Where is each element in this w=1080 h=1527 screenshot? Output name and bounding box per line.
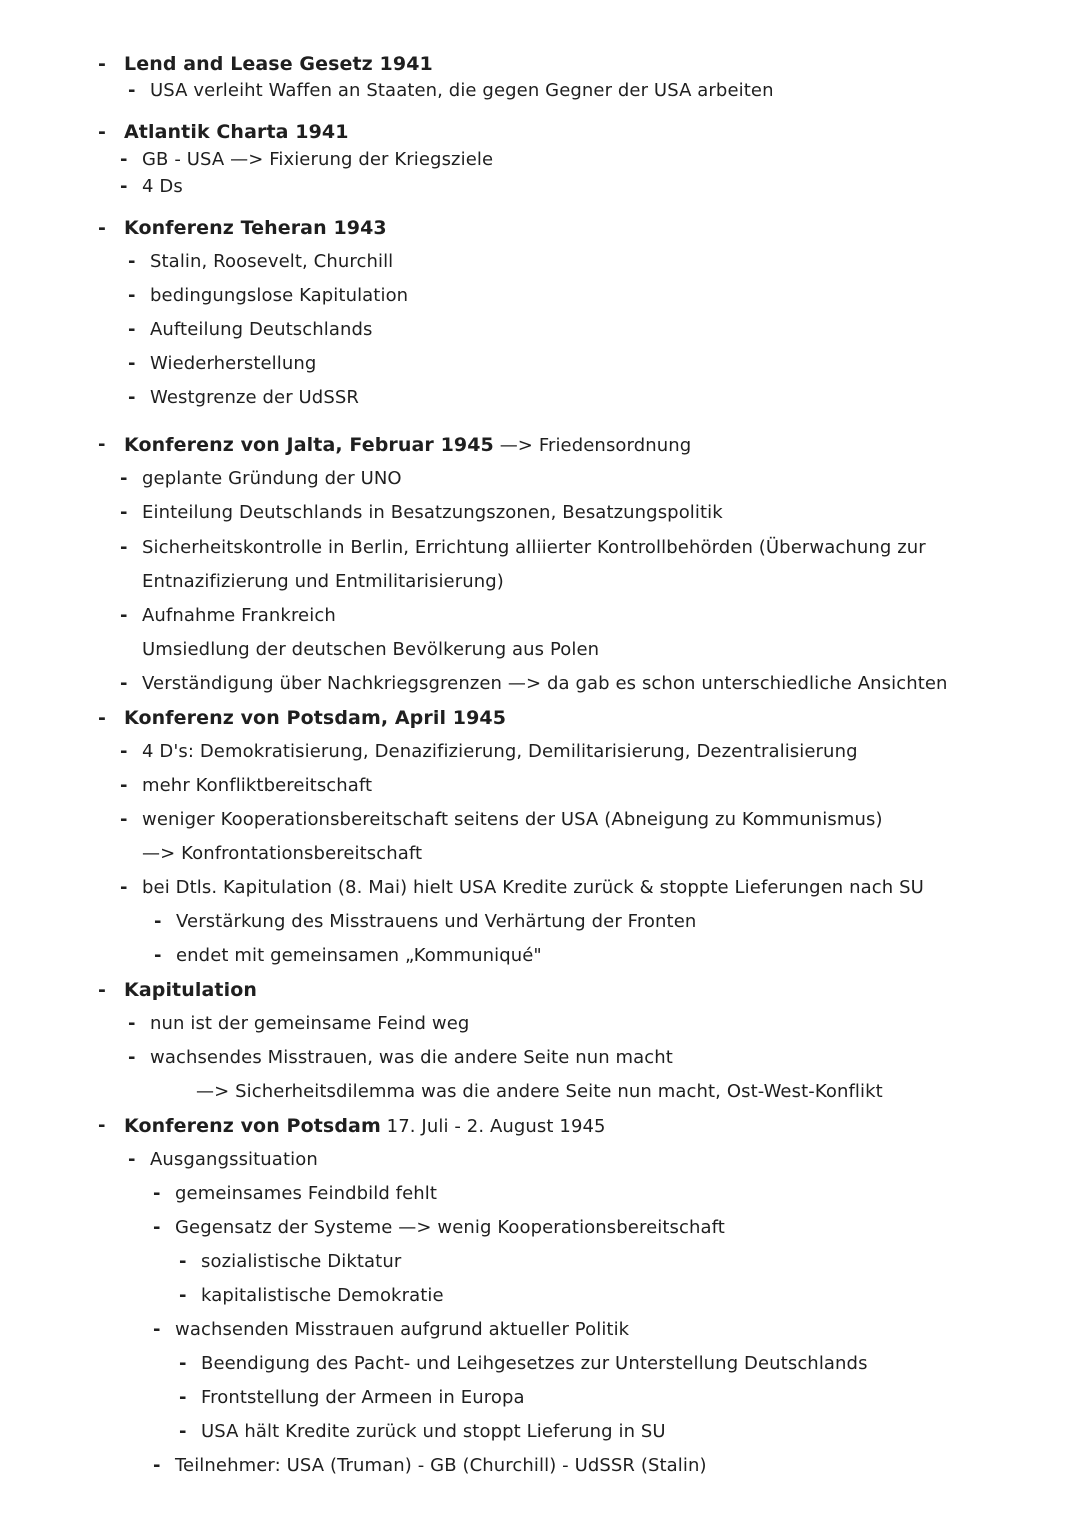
bullet-dash: - bbox=[128, 387, 136, 408]
section-heading: - Konferenz Teheran 1943 bbox=[98, 217, 387, 239]
bullet-dash: - bbox=[179, 1387, 187, 1408]
bullet-dash: - bbox=[120, 176, 128, 197]
bullet-dash: - bbox=[128, 1013, 136, 1034]
sub-sub-list-item: - USA hält Kredite zurück und stoppt Lieferung in SU bbox=[179, 1421, 666, 1442]
bullet-dash: - bbox=[98, 1115, 106, 1136]
bullet-dash: - bbox=[128, 1047, 136, 1068]
bullet-dash: - bbox=[128, 80, 136, 101]
bullet-dash: - bbox=[120, 775, 128, 796]
list-item: - Westgrenze der UdSSR bbox=[128, 387, 359, 408]
sub-list-item: - Verstärkung des Misstrauens und Verhärtung der Fronten bbox=[154, 911, 697, 932]
bullet-dash: - bbox=[153, 1183, 161, 1204]
bullet-dash: - bbox=[120, 537, 128, 558]
list-item: - Einteilung Deutschlands in Besatzungszonen, Besatzungspolitik bbox=[120, 502, 723, 523]
bullet-dash: - bbox=[153, 1455, 161, 1476]
list-item: - wachsendes Misstrauen, was die andere Seite nun macht bbox=[128, 1047, 673, 1068]
bullet-dash: - bbox=[120, 809, 128, 830]
list-item: - Aufnahme Frankreich bbox=[120, 605, 336, 626]
bullet-dash: - bbox=[154, 911, 162, 932]
list-item-continuation: —> Konfrontationsbereitschaft bbox=[142, 843, 423, 864]
bullet-dash: - bbox=[179, 1285, 187, 1306]
bullet-dash: - bbox=[128, 1149, 136, 1170]
list-item: - Ausgangssituation bbox=[128, 1149, 318, 1170]
list-item: - GB - USA —> Fixierung der Kriegsziele bbox=[120, 149, 494, 170]
bullet-dash: - bbox=[154, 945, 162, 966]
bullet-dash: - bbox=[120, 502, 128, 523]
bullet-dash: - bbox=[120, 468, 128, 489]
bullet-dash: - bbox=[120, 673, 128, 694]
bullet-dash: - bbox=[120, 741, 128, 762]
list-item: - 4 Ds bbox=[120, 176, 183, 197]
list-item-continuation: —> Sicherheitsdilemma was die andere Seite nun macht, Ost-West-Konflikt bbox=[196, 1081, 883, 1102]
list-item: - geplante Gründung der UNO bbox=[120, 468, 402, 489]
bullet-dash: - bbox=[179, 1251, 187, 1272]
bullet-dash: - bbox=[128, 251, 136, 272]
list-item: - Sicherheitskontrolle in Berlin, Errichtung alliierter Kontrollbehörden (Überwachung zur bbox=[120, 537, 926, 558]
bullet-dash: - bbox=[120, 149, 128, 170]
bullet-dash: - bbox=[179, 1353, 187, 1374]
list-item: - nun ist der gemeinsame Feind weg bbox=[128, 1013, 470, 1034]
list-item: - Verständigung über Nachkriegsgrenzen —> da gab es schon unterschiedliche Ansichten bbox=[120, 673, 948, 694]
bullet-dash: - bbox=[153, 1319, 161, 1340]
section-heading: - Atlantik Charta 1941 bbox=[98, 121, 349, 143]
bullet-dash: - bbox=[98, 53, 106, 75]
sub-list-item: - Gegensatz der Systeme —> wenig Kooperationsbereitschaft bbox=[153, 1217, 725, 1238]
list-item: - bedingungslose Kapitulation bbox=[128, 285, 409, 306]
bullet-dash: - bbox=[128, 319, 136, 340]
sub-sub-list-item: - sozialistische Diktatur bbox=[179, 1251, 402, 1272]
section-heading: - Konferenz von Potsdam, April 1945 bbox=[98, 707, 507, 729]
list-item-continuation: Entnazifizierung und Entmilitarisierung) bbox=[142, 571, 504, 592]
list-item: - 4 D's: Demokratisierung, Denazifizierung, Demilitarisierung, Dezentralisierung bbox=[120, 741, 858, 762]
section-heading: - Kapitulation bbox=[98, 979, 257, 1001]
list-item: - mehr Konfliktbereitschaft bbox=[120, 775, 373, 796]
section-heading: - Konferenz von Potsdam 17. Juli - 2. August 1945 bbox=[98, 1115, 606, 1137]
section-heading: - Lend and Lease Gesetz 1941 bbox=[98, 53, 433, 75]
sub-list-item: - Teilnehmer: USA (Truman) - GB (Churchill) - UdSSR (Stalin) bbox=[153, 1455, 707, 1476]
bullet-dash: - bbox=[98, 979, 106, 1001]
list-item-continuation: Umsiedlung der deutschen Bevölkerung aus Polen bbox=[142, 639, 600, 660]
sub-sub-list-item: - Beendigung des Pacht- und Leihgesetzes zur Unterstellung Deutschlands bbox=[179, 1353, 868, 1374]
list-item: - Aufteilung Deutschlands bbox=[128, 319, 373, 340]
list-item: - weniger Kooperationsbereitschaft seitens der USA (Abneigung zu Kommunismus) bbox=[120, 809, 883, 830]
list-item: - Stalin, Roosevelt, Churchill bbox=[128, 251, 394, 272]
sub-sub-list-item: - kapitalistische Demokratie bbox=[179, 1285, 444, 1306]
sub-list-item: - endet mit gemeinsamen „Kommuniqué" bbox=[154, 945, 542, 966]
sub-list-item: - wachsenden Misstrauen aufgrund aktueller Politik bbox=[153, 1319, 630, 1340]
list-item: - Wiederherstellung bbox=[128, 353, 317, 374]
section-heading: - Konferenz von Jalta, Februar 1945 —> Friedensordnung bbox=[98, 434, 692, 456]
bullet-dash: - bbox=[120, 605, 128, 626]
bullet-dash: - bbox=[98, 434, 106, 455]
sub-sub-list-item: - Frontstellung der Armeen in Europa bbox=[179, 1387, 525, 1408]
bullet-dash: - bbox=[98, 707, 106, 729]
bullet-dash: - bbox=[128, 285, 136, 306]
sub-list-item: - gemeinsames Feindbild fehlt bbox=[153, 1183, 438, 1204]
bullet-dash: - bbox=[98, 121, 106, 143]
bullet-dash: - bbox=[98, 217, 106, 239]
bullet-dash: - bbox=[120, 877, 128, 898]
list-item: - bei Dtls. Kapitulation (8. Mai) hielt USA Kredite zurück & stoppte Lieferungen nach SU bbox=[120, 877, 924, 898]
bullet-dash: - bbox=[153, 1217, 161, 1238]
bullet-dash: - bbox=[179, 1421, 187, 1442]
list-item: - USA verleiht Waffen an Staaten, die gegen Gegner der USA arbeiten bbox=[128, 80, 774, 101]
bullet-dash: - bbox=[128, 353, 136, 374]
